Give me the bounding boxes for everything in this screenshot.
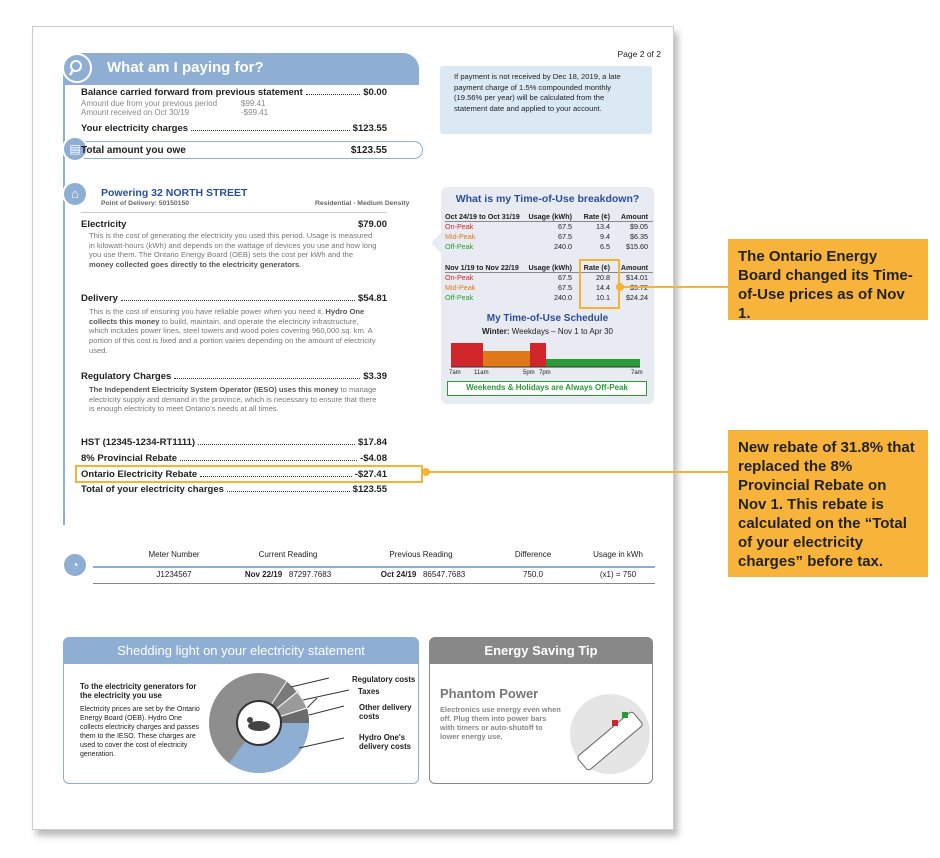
time-7am-end: 7am: [631, 370, 643, 376]
mid-peak: [483, 351, 530, 367]
label-taxes: Taxes: [358, 687, 380, 696]
tip-text: Electronics use energy even when off. Plug them into power bars with timers or auto-shutoff to lower energy use.: [440, 705, 561, 741]
current-reading: Nov 22/19 87297.7683: [244, 570, 332, 579]
shedding-light-box: [63, 637, 419, 784]
page-number: Page 2 of 2: [617, 49, 661, 59]
residence-type: Residential - Medium Density: [315, 200, 410, 207]
received-amount: Amount received on Oct 30/19 -$99.41: [81, 108, 269, 117]
usage-value: (x1) = 750: [599, 570, 637, 579]
regulatory-description: The Independent Electricity System Operator (IESO) uses this money to manage electricity supply and demand in the province, which is necessary to ensure that there is enough electricity to meet Ontario's needs at all times.: [89, 385, 377, 414]
gauge-icon: ◔: [62, 552, 88, 578]
delivery-row: Delivery $54.81: [81, 293, 387, 304]
section-title: What am I paying for?: [107, 59, 264, 76]
property-title: Powering 32 NORTH STREET: [101, 187, 248, 199]
section-header: [63, 53, 419, 85]
on-peak-evening: [530, 343, 546, 367]
time-7am: 7am: [449, 370, 461, 376]
rate-highlight: [579, 259, 620, 309]
shedding-title: Shedding light on your electricity statement: [64, 638, 418, 664]
callout-tou-change: The Ontario Energy Board changed its Time-of-Use prices as of Nov 1.: [728, 239, 928, 320]
balance-row: Balance carried forward from previous statement $0.00: [81, 87, 387, 98]
tou-pointer: [431, 233, 441, 253]
power-bar-icon: [564, 690, 650, 780]
bill-page: [32, 26, 674, 830]
tip-title: Energy Saving Tip: [430, 638, 652, 664]
meter-header-previous: Previous Reading: [389, 550, 453, 559]
callout-rebate: New rebate of 31.8% that replaced the 8% Provincial Rebate on Nov 1. This rebate is calculated on the “Total of your electricity charges” before tax.: [728, 430, 928, 577]
on-peak-morning: [451, 343, 483, 367]
off-peak: [546, 359, 640, 367]
winter-label: Winter: Weekdays – Nov 1 to Apr 30: [482, 327, 613, 336]
label-hydro-one: Hydro One's delivery costs: [359, 733, 412, 751]
meter-header-number: Meter Number: [148, 550, 200, 559]
shed-lead: To the electricity generators for the electricity you use: [80, 682, 197, 700]
meter-header-usage: Usage in kWh: [593, 550, 643, 559]
tip-subtitle: Phantom Power: [440, 686, 539, 701]
meter-number: J1234567: [156, 570, 192, 579]
total-owe-row: Total amount you owe $123.55: [81, 145, 387, 156]
regulatory-row: Regulatory Charges $3.39: [81, 371, 387, 382]
divider: [81, 212, 387, 213]
schedule-title: My Time-of-Use Schedule: [486, 313, 609, 324]
late-payment-notice: If payment is not received by Dec 18, 2019, a late payment charge of 1.5% compounded monthly (19.56% per year) will be calculated from the statement date and applied to your account.: [440, 66, 652, 134]
meter-header-current: Current Reading: [258, 550, 318, 559]
electricity-description: This is the cost of generating the electricity you used this period. Usage is measured in kilowatt-hours (kWh) and depends on the wattage of devices you use and how long you use them. The Ontario Energy Board (OEB) sets the cost per kWh and the money collected goes directly to the electricity generators.: [89, 231, 377, 270]
time-11am: 11am: [474, 370, 489, 376]
electricity-row: Electricity $79.00: [81, 219, 387, 230]
label-other-delivery: Other delivery costs: [359, 703, 412, 721]
prev-amount: Amount due from your previous period $99.41: [81, 99, 266, 108]
ontario-rebate-row: Ontario Electricity Rebate -$27.41: [81, 469, 387, 480]
meter-header-difference: Difference: [514, 550, 552, 559]
provincial-rebate-row: 8% Provincial Rebate -$4.08: [81, 453, 387, 464]
shed-text: Electricity prices are set by the Ontario Energy Board (OEB). Hydro One collects electricity charges and passes them to the IESO. These charges are used to cover the cost of electricity generation.: [80, 706, 200, 758]
tou-table-oct: Oct 24/19 to Oct 31/19 Usage (kWh) Rate (¢) Amount On-Peak 67.5 13.4 $9.05 Mid-Peak 67.5 9.4 $6.35 Off-Peak 240.0 6.5 $15.60: [445, 212, 653, 252]
time-5pm: 5pm: [523, 370, 535, 376]
document-icon: ▤: [62, 136, 88, 162]
total-charges-row: Total of your electricity charges $123.55: [81, 484, 387, 495]
tou-title: What is my Time-of-Use breakdown?: [455, 193, 640, 205]
point-of-delivery: Point of Delivery: 50150150: [101, 200, 190, 207]
your-charges-row: Your electricity charges $123.55: [81, 123, 387, 134]
meter-rule: [93, 566, 655, 568]
weekend-note: Weekends & Holidays are Always Off-Peak: [447, 381, 647, 396]
delivery-description: This is the cost of ensuring you have reliable power when you need it. Hydro One collects this money to build, maintain, and operate the electricity infrastructure, which includes power lines, steel towers and wood poles covering 960,000 sq. km. A portion of this cost is fixed and a portion varies depending on the amount of electricity used.: [89, 307, 376, 355]
previous-reading: Oct 24/19 86547.7683: [380, 570, 466, 579]
hst-row: HST (12345-1234-RT1111) $17.84: [81, 437, 387, 448]
tou-table-nov: Nov 1/19 to Nov 22/19 Usage (kWh) Rate (¢) Amount On-Peak 67.5 20.8 $14.01 Mid-Peak 67.5 14.4 $9.72 Off-Peak 240.0 10.1 $24.24: [445, 263, 653, 303]
meter-rule-bottom: [93, 583, 655, 584]
label-regulatory: Regulatory costs: [352, 675, 416, 684]
difference-value: 750.0: [522, 570, 544, 579]
energy-tip-box: [429, 637, 653, 784]
house-icon: ⌂: [62, 181, 88, 207]
search-icon: [62, 53, 92, 83]
time-7pm: 7pm: [539, 370, 551, 376]
cost-pie: [179, 668, 439, 778]
